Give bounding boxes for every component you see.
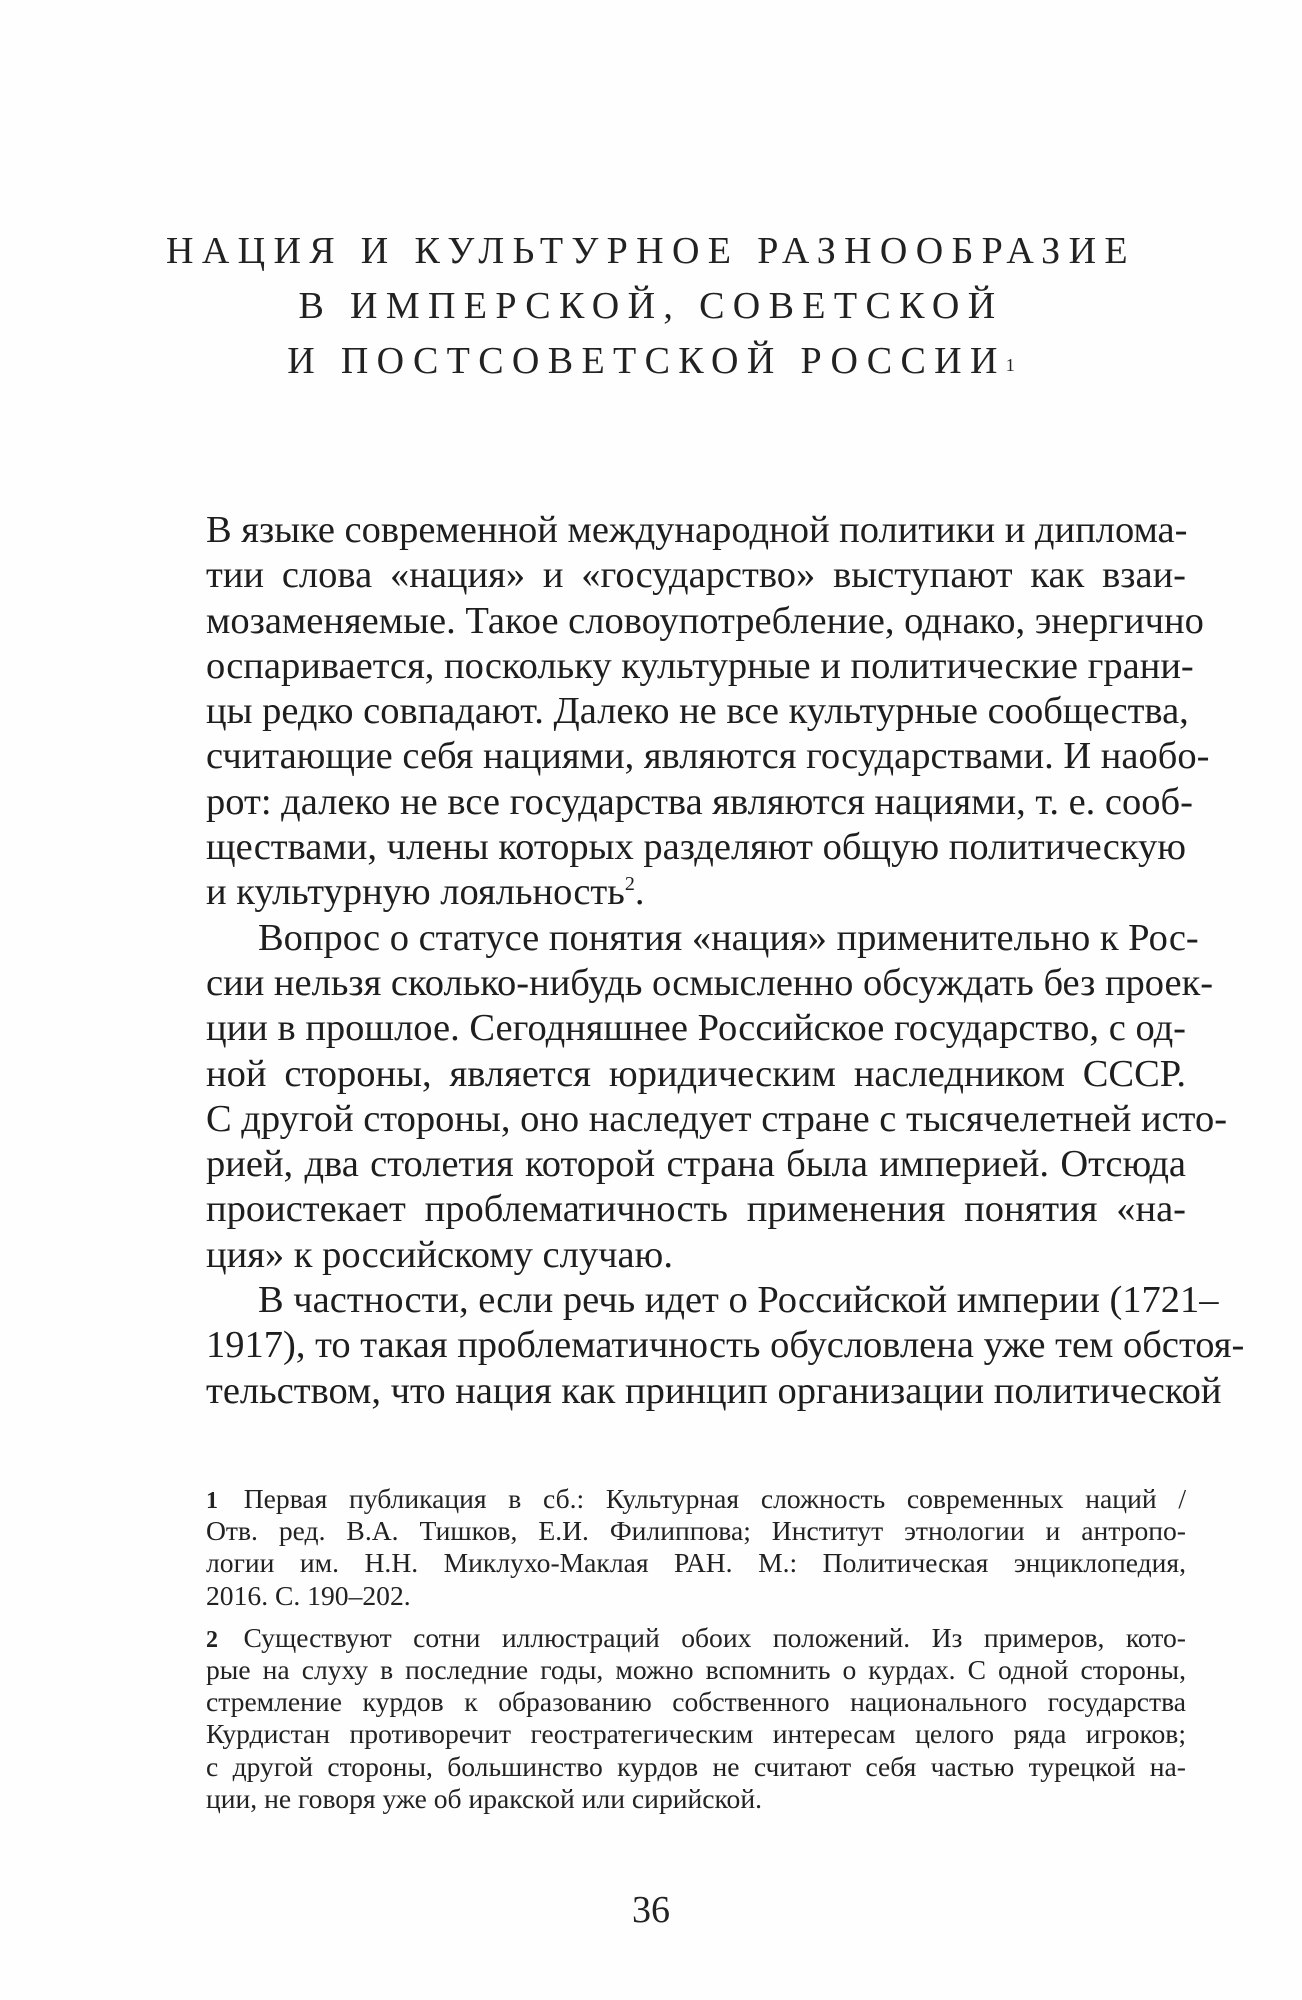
footnote-line: с другой стороны, большинство курдов не считают себя частью турецкой на- (206, 1750, 1186, 1782)
chapter-title (0, 224, 1302, 389)
text-line: ществами, члены которых разделяют общую политическую (206, 826, 1186, 869)
footnote-line-text: Первая публикация в сб.: Культурная сложность современных наций / (243, 1483, 1186, 1514)
paragraph-1 (206, 508, 1210, 916)
footnote-line: ции, не говоря уже об иракской или сирийской. (206, 1782, 762, 1814)
text-line: В языке современной международной политики и диплома- (206, 509, 1188, 551)
text-line: оспаривается, поскольку культурные и политические грани- (206, 644, 1194, 687)
footnote-line-text: Существуют сотни иллюстраций обоих положений. Из примеров, кото- (243, 1621, 1186, 1653)
text-line: сии нельзя сколько-нибудь осмысленно обсуждать без проек- (206, 961, 1214, 1004)
text-line: 1917), то такая проблематичность обусловлена уже тем обстоя- (206, 1324, 1245, 1367)
text-line: цы редко совпадают. Далеко не все культурные сообщества, (206, 690, 1189, 733)
text-line: рией, два столетия которой страна была империей. Отсюда (206, 1143, 1186, 1186)
footnotes (206, 1483, 1186, 1825)
footnote-ref-2: 2 (624, 873, 635, 896)
title-line-3-text: И ПОСТСОВЕТСКОЙ РОССИИ (287, 340, 1006, 382)
footnote-line: Отв. ред. В.А. Тишков, Е.И. Филиппова; Институт этнологии и антропо- (206, 1515, 1186, 1547)
title-line-2: В ИМПЕРСКОЙ, СОВЕТСКОЙ (298, 285, 1004, 327)
page-number: 36 (632, 1889, 670, 1931)
text-line: Вопрос о статусе понятия «нация» применительно к Рос- (258, 916, 1199, 959)
footnote-number: 2 (206, 1626, 218, 1653)
text-line (206, 870, 1186, 915)
text-line: тельством, что нация как принцип организации политической (206, 1369, 1222, 1412)
footnote-line: Курдистан противоречит геостратегическим интересам целого ряда игроков; (206, 1718, 1186, 1750)
paragraph-3 (206, 1278, 1245, 1414)
text-line: мозаменяемые. Такое словоупотребление, однако, энергично (206, 599, 1204, 642)
main-text (206, 508, 1245, 1414)
text-line-content: и культурную лояльность (206, 871, 625, 914)
title-footnote-ref: 1 (1005, 355, 1015, 375)
footnote-line: стремление курдов к образованию собственного национального государства (206, 1686, 1186, 1718)
text-line: ной стороны, является юридическим наследником СССР. (206, 1052, 1186, 1095)
footnote-line (206, 1483, 1186, 1515)
footnote-line: рые на слуху в последние годы, можно вспомнить о курдах. С одной стороны, (206, 1653, 1186, 1685)
footnote-line (206, 1622, 1186, 1654)
footnote-line: логии им. Н.Н. Миклухо-Маклая РАН. М.: Политическая энциклопедия, (206, 1547, 1186, 1579)
text-line: считающие себя нациями, являются государствами. И наобо- (206, 735, 1210, 778)
footnote-line: 2016. С. 190–202. (206, 1579, 411, 1611)
footnote-1 (206, 1483, 1186, 1612)
text-line: рот: далеко не все государства являются нациями, т. е. сооб- (206, 780, 1193, 823)
text-line: ции в прошлое. Сегодняшнее Российское государство, с од- (206, 1007, 1186, 1050)
text-line: проистекает проблематичность применения понятия «на- (206, 1188, 1186, 1231)
text-line: С другой стороны, оно наследует стране с тысячелетней исто- (206, 1097, 1228, 1140)
title-line-1: НАЦИЯ И КУЛЬТУРНОЕ РАЗНООБРАЗИЕ (166, 230, 1136, 272)
text-line-end: . (634, 871, 645, 914)
footnote-2 (206, 1622, 1186, 1815)
text-line: В частности, если речь идет о Российской империи (1721– (258, 1279, 1219, 1322)
footnote-number: 1 (206, 1488, 218, 1514)
text-line: тии слова «нация» и «государство» выступают как взаи- (206, 554, 1186, 597)
paragraph-2 (206, 916, 1228, 1278)
title-line-3 (0, 334, 1302, 389)
text-line: ция» к российскому случаю. (206, 1233, 673, 1276)
